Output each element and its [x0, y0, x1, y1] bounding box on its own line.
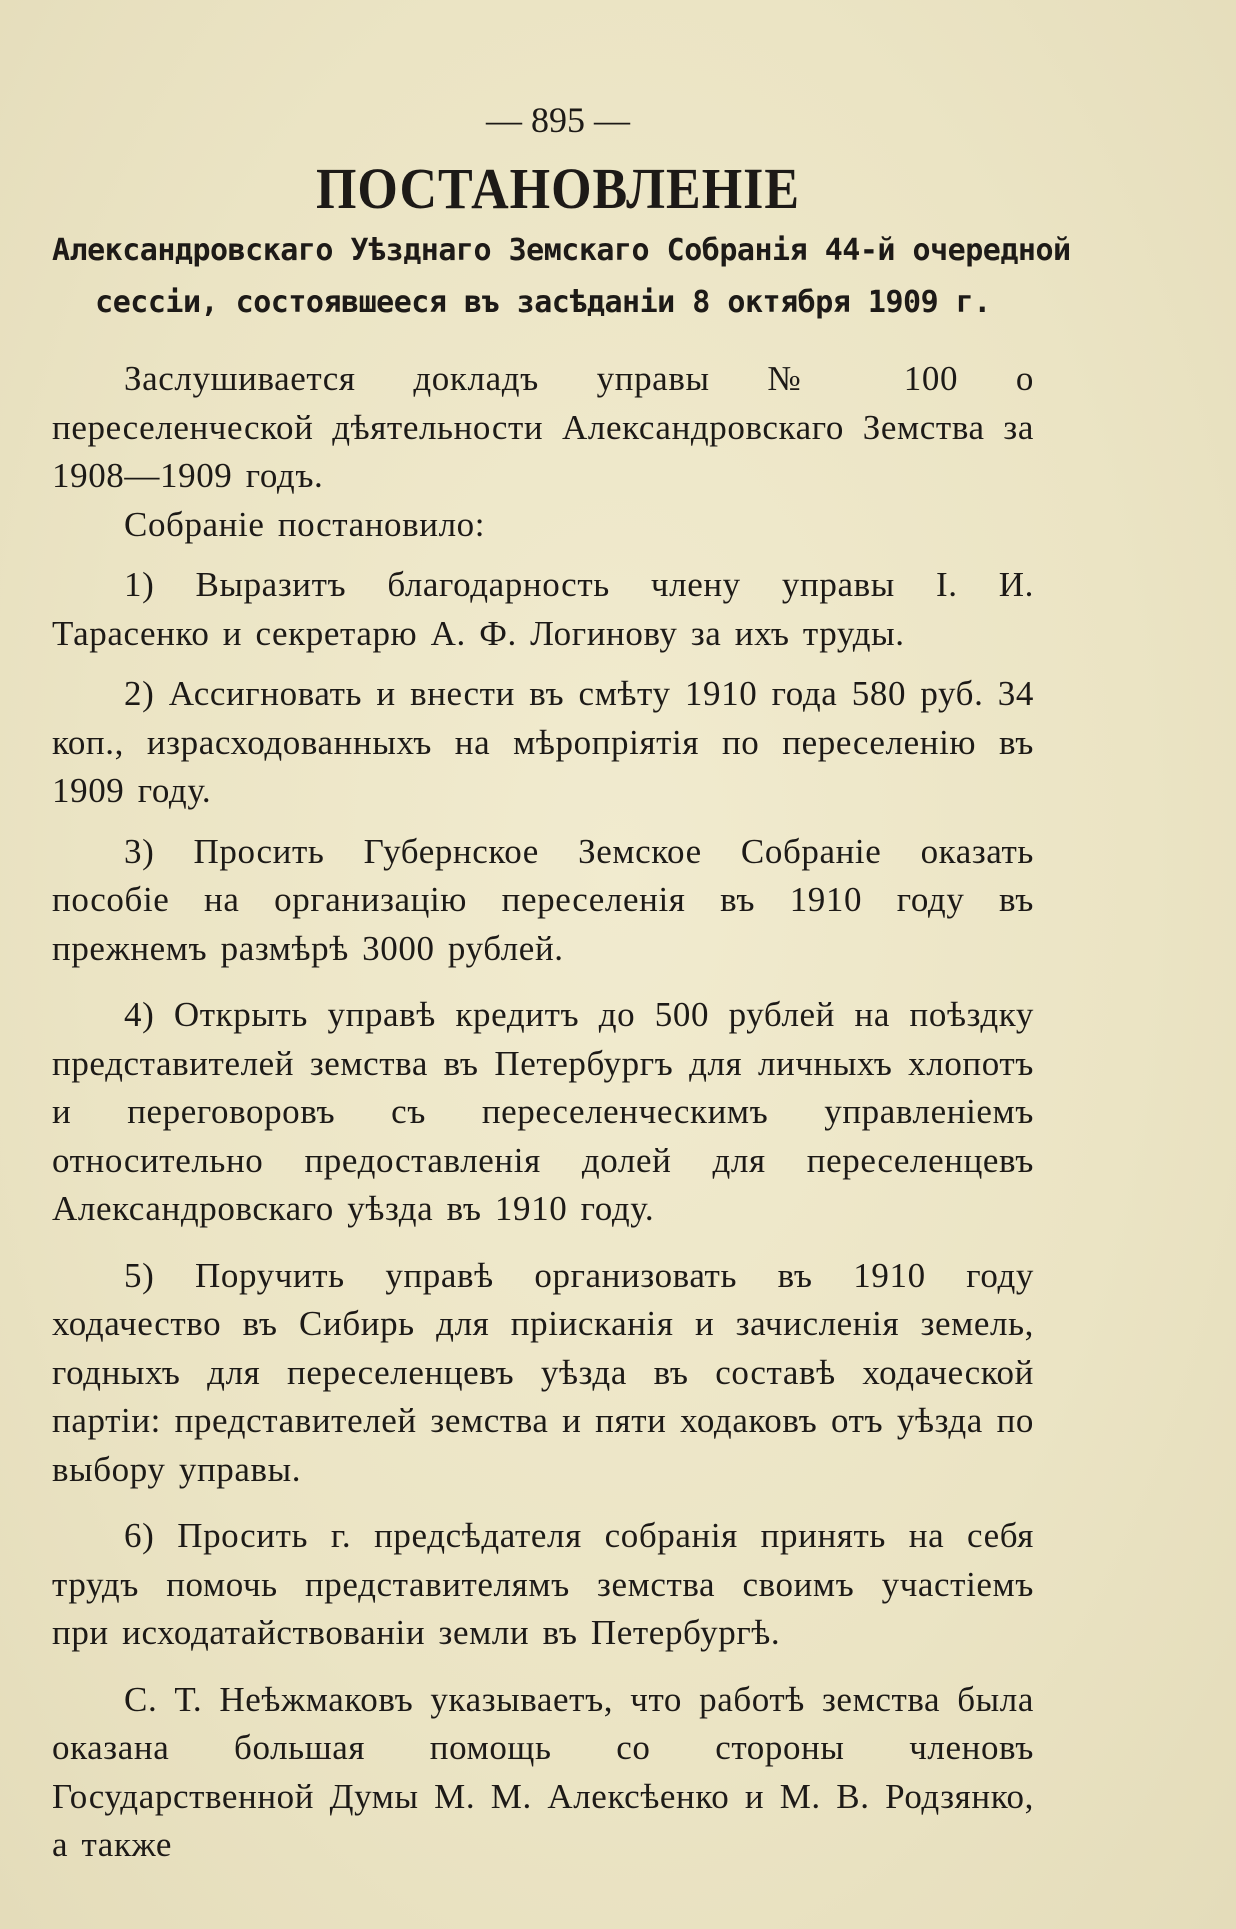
paragraph-item-5: 5) Поручить управѣ организовать въ 1910 году ходачество въ Сибирь для пріисканія и зачисленія земель, годныхъ для переселенцевъ уѣзда въ составѣ ходаческой партіи: представителей земства и пяти ходаковъ отъ уѣзда по выбору управы.: [52, 1255, 1034, 1489]
paragraph-resolved: Собраніе постановило:: [124, 504, 486, 544]
paragraph-report: Заслушивается докладъ управы № 100 о переселенческой дѣятельности Александровскаго Земства за 1908—1909 годъ.: [52, 359, 1034, 495]
page-number: — 895 —: [486, 100, 630, 140]
paragraph-item-4: 4) Открыть управѣ кредитъ до 500 рублей на поѣздку представителей земства въ Петербургъ для личныхъ хлопотъ и переговоровъ съ переселенческимъ управленіемъ относительно предоставленія долей для переселенцевъ Александровскаго уѣзда въ 1910 году.: [52, 995, 1034, 1228]
paragraph-item-6: 6) Просить г. предсѣдателя собранія принять на себя трудъ помочь представителямъ земства своимъ участіемъ при исходатайствованіи земли въ Петербургѣ.: [52, 1516, 1034, 1652]
page-content: [52, 95, 1071, 1870]
paragraph-item-3: 3) Просить Губернское Земское Собраніе оказать пособіе на организацію переселенія въ 1910 году въ прежнемъ размѣрѣ 3000 рублей.: [52, 831, 1034, 968]
document-subtitle: [52, 225, 1071, 329]
paragraph-item-1: 1) Выразитъ благодарность члену управы І. И. Тарасенко и секретарю А. Ф. Логинову за ихъ труды.: [52, 565, 1034, 653]
document-title: ПОСТАНОВЛЕНІЕ: [315, 157, 801, 222]
document-body: [52, 355, 1034, 1870]
subtitle-line-2: сессіи, состоявшееся въ засѣданіи 8 октября 1909 г.: [95, 285, 991, 320]
paragraph-statement: С. Т. Неѣжмаковъ указываетъ, что работѣ земства была оказана большая помощь со стороны членовъ Государственной Думы М. М. Алексѣенко и М. В. Родзянко, а также: [52, 1679, 1034, 1864]
paragraph-item-2: 2) Ассигновать и внести въ смѣту 1910 года 580 руб. 34 коп., израсходованныхъ на мѣропріятія по переселенію въ 1909 году.: [52, 674, 1034, 810]
subtitle-line-1: Александровскаго Уѣзднаго Земскаго Собранія 44-й очередной: [52, 233, 1071, 268]
